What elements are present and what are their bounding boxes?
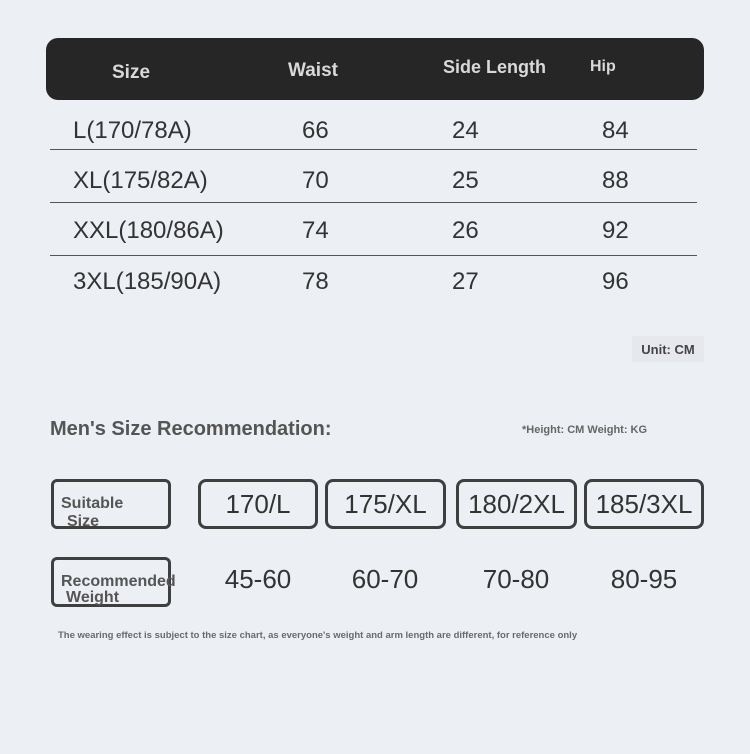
row4-side: 27	[452, 268, 479, 295]
header-waist: Waist	[288, 60, 338, 81]
weight-4: 80-95	[610, 564, 678, 594]
row-divider	[50, 255, 697, 256]
weight-2: 60-70	[351, 564, 419, 594]
size-box-1: 170/L	[198, 479, 318, 529]
header-side-length: Side Length	[443, 57, 546, 77]
header-size: Size	[112, 62, 151, 83]
row3-side: 26	[452, 217, 479, 244]
row1-side: 24	[452, 117, 479, 144]
row3-size: XXL(180/86A)	[73, 217, 224, 244]
weight-1: 45-60	[224, 564, 292, 594]
recommendation-title: Men's Size Recommendation:	[50, 418, 332, 440]
row2-waist: 70	[302, 167, 329, 194]
weight-3: 70-80	[482, 564, 550, 594]
row1-size: L(170/78A)	[73, 117, 192, 144]
unit-label: Unit: CM	[632, 336, 704, 362]
row4-waist: 78	[302, 268, 329, 295]
size-box-3: 180/2XL	[456, 479, 577, 529]
suitable-size-label-line2: Size	[67, 513, 100, 530]
row1-hip: 84	[602, 117, 629, 144]
footnote: The wearing effect is subject to the size chart, as everyone's weight and arm length are different, for reference only	[58, 630, 578, 641]
row-divider	[50, 149, 697, 150]
recommended-weight-label-line1: Recommended	[61, 573, 176, 590]
size-box-2: 175/XL	[325, 479, 446, 529]
row2-hip: 88	[602, 167, 629, 194]
row-divider	[50, 202, 697, 203]
suitable-size-label-line1: Suitable	[61, 495, 124, 512]
row4-size: 3XL(185/90A)	[73, 268, 222, 295]
size-box-4: 185/3XL	[584, 479, 704, 529]
row3-hip: 92	[602, 217, 629, 244]
row4-hip: 96	[602, 268, 629, 295]
row1-waist: 66	[302, 117, 329, 144]
row2-side: 25	[452, 167, 479, 194]
row2-size: XL(175/82A)	[73, 167, 208, 194]
row3-waist: 74	[302, 217, 329, 244]
header-hip: Hip	[590, 58, 616, 75]
recommendation-note: *Height: CM Weight: KG	[522, 424, 648, 436]
recommended-weight-label-line2: Weight	[66, 589, 120, 606]
